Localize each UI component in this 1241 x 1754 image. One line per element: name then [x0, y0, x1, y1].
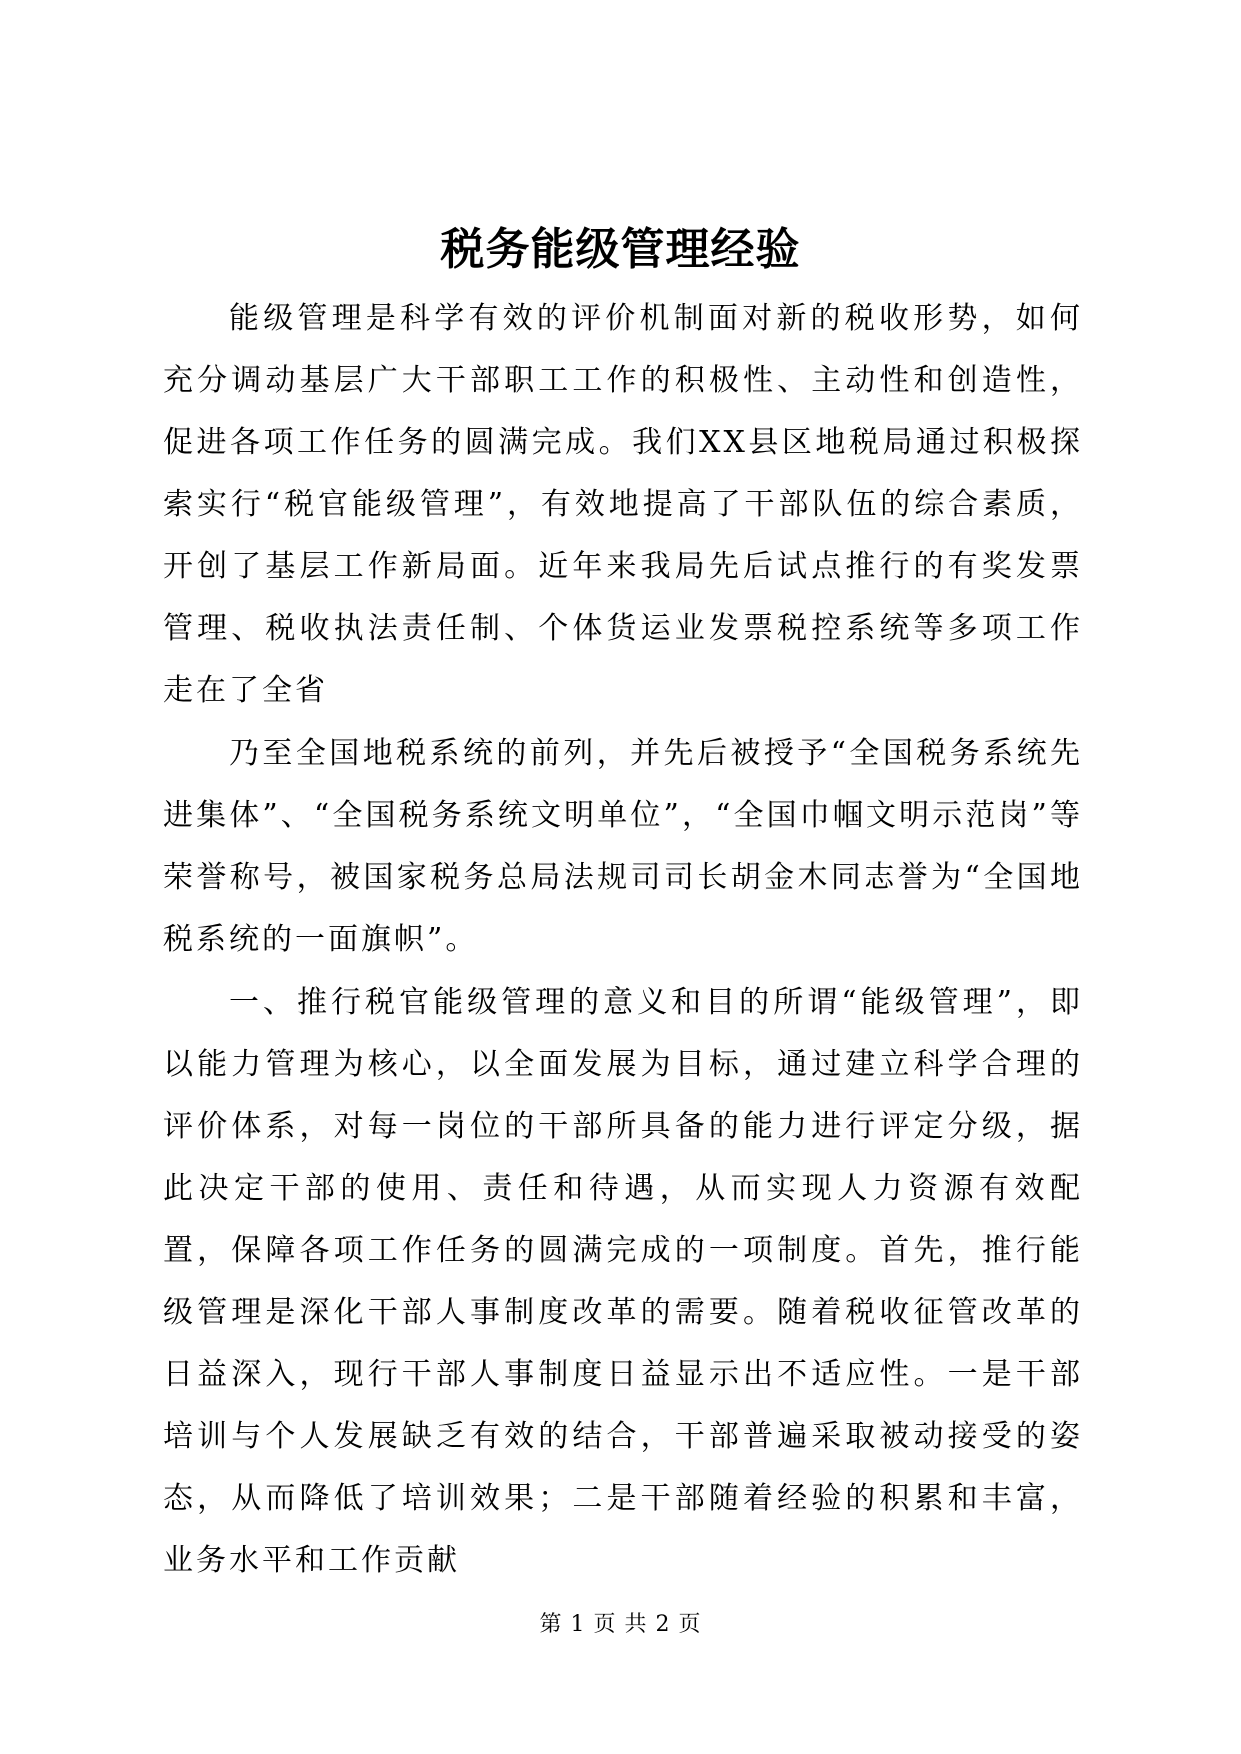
paragraph-honors: 乃至全国地税系统的前列，并先后被授予“全国税务系统先进集体”、“全国税务系统文明单位”，“全国巾帼文明示范岗”等荣誉称号，被国家税务总局法规司司长胡金木同志誉为“全国地税系统的一面旗帜”。 [163, 736, 1083, 957]
paragraph-intro: 能级管理是科学有效的评价机制面对新的税收形势，如何充分调动基层广大干部职工工作的积极性、主动性和创造性，促进各项工作任务的圆满完成。我们XX县区地税局通过积极探索实行“税官能级管理”，有效地提高了干部队伍的综合素质，开创了基层工作新局面。近年来我局先后试点推行的有奖发票管理、税收执法责任制、个体货运业发票税控系统等多项工作走在了全省 [163, 301, 1083, 708]
paragraph-section-one: 一、推行税官能级管理的意义和目的所谓“能级管理”，即以能力管理为核心，以全面发展为目标，通过建立科学合理的评价体系，对每一岗位的干部所具备的能力进行评定分级，据此决定干部的使用、责任和待遇，从而实现人力资源有效配置，保障各项工作任务的圆满完成的一项制度。首先，推行能级管理是深化干部人事制度改革的需要。随着税收征管改革的日益深入，现行干部人事制度日益显示出不适应性。一是干部培训与个人发展缺乏有效的结合，干部普遍采取被动接受的姿态，从而降低了培训效果；二是干部随着经验的积累和丰富，业务水平和工作贡献 [163, 985, 1083, 1578]
document-body [163, 288, 1083, 1593]
page-number: 第 1 页 共 2 页 [539, 1612, 702, 1637]
document-title: 税务能级管理经验 [440, 224, 801, 275]
